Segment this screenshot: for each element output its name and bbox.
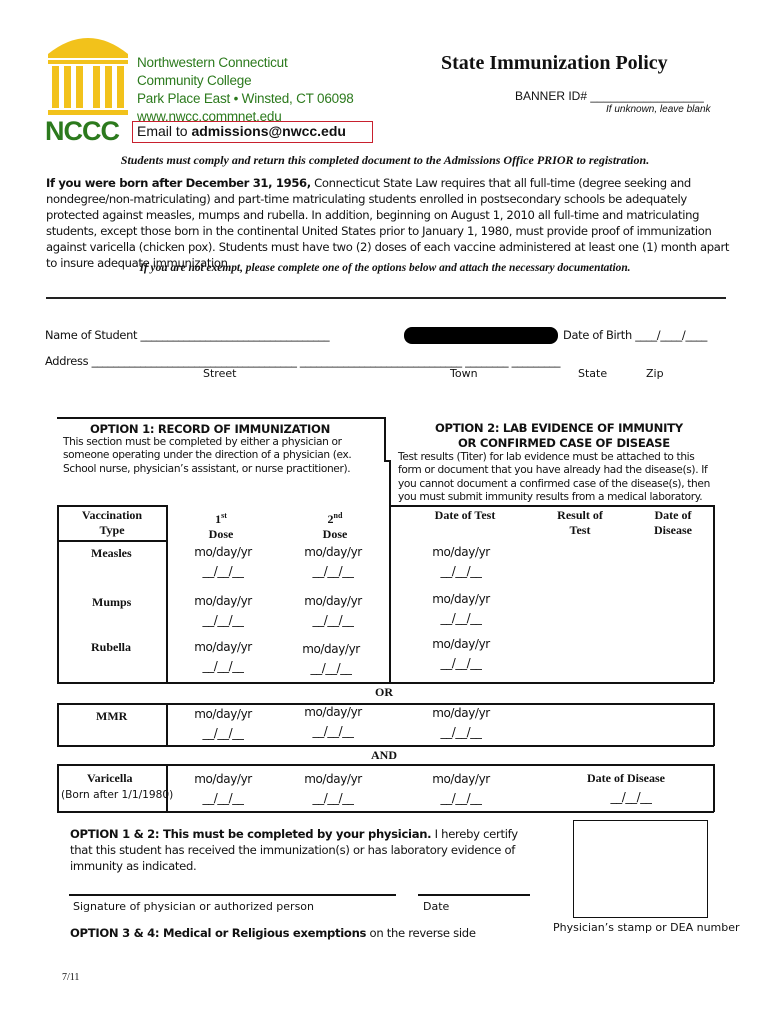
date-blank: __/__/__: [202, 613, 244, 627]
date-placeholder: mo/day/yr: [194, 707, 252, 721]
table-border: [389, 460, 391, 505]
date-placeholder: mo/day/yr: [432, 592, 490, 606]
exempt-note: If you are not exempt, please complete one of the options below and attach the necessary documentation.: [139, 262, 631, 274]
col-first-dose-label: Dose: [208, 527, 234, 541]
mmr-test-date[interactable]: [406, 704, 516, 742]
col-second-dose: [280, 508, 390, 542]
intro-paragraph: [46, 175, 736, 271]
email-address: admissions@nwcc.edu: [191, 123, 346, 139]
table-border: [57, 703, 59, 746]
date-placeholder: mo/day/yr: [194, 545, 252, 559]
date-blank: __/__/__: [310, 661, 352, 675]
college-name-line-1: Northwestern Connecticut: [137, 55, 288, 70]
date-of-birth-field[interactable]: Date of Birth ____/____/____: [563, 328, 708, 342]
date-blank: __/__/__: [312, 724, 354, 738]
option2-title-line-1: OPTION 2: LAB EVIDENCE OF IMMUNITY: [435, 421, 683, 435]
date-blank: __/__/__: [312, 564, 354, 578]
intro-lead: If you were born after December 31, 1956,: [46, 176, 311, 190]
exemptions-note: [70, 926, 476, 940]
mumps-dose1-date[interactable]: [168, 592, 278, 630]
col-vaccination-line-1: Vaccination: [81, 508, 143, 522]
page-title: State Immunization Policy: [441, 52, 668, 74]
physician-certification: [70, 826, 540, 874]
table-border: [57, 682, 714, 684]
college-logo-icon: [44, 28, 132, 116]
date-placeholder: mo/day/yr: [432, 706, 490, 720]
college-name-line-2: Community College: [137, 73, 252, 88]
rubella-dose1-date[interactable]: [168, 638, 278, 676]
email-prefix: Email to: [137, 123, 192, 139]
col-vaccination-type: [58, 508, 166, 538]
option1-title: OPTION 1: RECORD OF IMMUNIZATION: [90, 422, 330, 436]
date-blank: __/__/__: [312, 613, 354, 627]
col-disease-line-1: Date of: [654, 508, 692, 522]
divider: [46, 297, 726, 299]
or-separator: OR: [375, 685, 393, 699]
logo-wordmark: NCCC: [45, 116, 119, 146]
and-separator: AND: [371, 748, 397, 762]
date-blank: __/__/__: [440, 656, 482, 670]
row-label-rubella: Rubella: [91, 640, 132, 654]
col-first-dose-sup: st: [221, 511, 227, 520]
table-border: [713, 703, 715, 746]
row-label-mmr: MMR: [96, 709, 128, 723]
exemptions-body: on the reverse side: [366, 926, 476, 940]
date-blank: __/__/__: [202, 791, 244, 805]
rubella-test-date[interactable]: [406, 635, 516, 673]
table-border: [57, 764, 59, 812]
col-first-dose: [166, 508, 276, 542]
date-placeholder: mo/day/yr: [432, 637, 490, 651]
date-blank: __/__/__: [440, 611, 482, 625]
banner-id-field[interactable]: BANNER ID# _________________: [515, 89, 704, 103]
signature-label: Signature of physician or authorized person: [73, 900, 315, 913]
email-link[interactable]: [132, 121, 373, 143]
option2-description: Test results (Titer) for lab evidence must be attached to this form or document that you have already had the disease(s). If you cannot document a confirmed case of the disease(s), then you must submit immunity results from a medical laboratory.: [398, 451, 710, 504]
row-label-measles: Measles: [91, 546, 132, 560]
option2-title-line-2: OR CONFIRMED CASE OF DISEASE: [458, 436, 670, 450]
varicella-test-date[interactable]: [406, 770, 516, 808]
date-blank: __/__/__: [202, 564, 244, 578]
college-website-link[interactable]: www.nwcc.commnet.edu: [137, 109, 282, 124]
redaction-bar: [404, 327, 558, 344]
date-placeholder: mo/day/yr: [194, 594, 252, 608]
exemptions-lead: OPTION 3 & 4: Medical or Religious exemptions: [70, 926, 367, 940]
date-placeholder: mo/day/yr: [302, 642, 360, 656]
col-second-dose-label: Dose: [322, 527, 348, 541]
date-blank: __/__/__: [440, 725, 482, 739]
date-line[interactable]: [418, 894, 530, 896]
measles-dose2-date[interactable]: [278, 543, 388, 581]
address-field[interactable]: Address ______________________________________ ______________________________ ________ _________: [45, 354, 561, 368]
date-blank: __/__/__: [440, 564, 482, 578]
date-placeholder: mo/day/yr: [304, 705, 362, 719]
table-border: [57, 417, 386, 419]
col-result-of-test: [530, 508, 630, 538]
zip-label: Zip: [646, 367, 664, 380]
measles-dose1-date[interactable]: [168, 543, 278, 581]
col-result-line-2: Test: [569, 523, 591, 537]
rubella-dose2-date[interactable]: [276, 640, 386, 678]
date-blank: __/__/__: [202, 726, 244, 740]
col-first-dose-num: 1: [215, 512, 222, 526]
varicella-birth-note: (Born after 1/1/1980): [61, 789, 174, 801]
date-blank: __/__/__: [202, 659, 244, 673]
date-placeholder: mo/day/yr: [194, 640, 252, 654]
town-label: Town: [450, 367, 478, 380]
stamp-label: Physician’s stamp or DEA number: [553, 921, 740, 934]
physician-stamp-box[interactable]: [573, 820, 708, 918]
intro-body: Connecticut State Law requires that all full-time (degree seeking and nondegree/non-matriculating) and part-time matriculating students enrolled in postsecondary schools be adequately protected against measles, mumps and rubella. In addition, beginning on August 1, 2010 all full-time and matriculating students, except those born in the continental United States prior to January 1, 1980, must provide proof of immunization against varicella (chicken pox). Students must have two (2) doses of each vaccine administered at least one (1) month apart to insure adequate immunization.: [46, 176, 730, 270]
col-date-of-disease: [628, 508, 718, 538]
state-label: State: [578, 367, 608, 380]
compliance-notice: Students must comply and return this completed document to the Admissions Office PRIOR to registration.: [120, 153, 650, 167]
mmr-dose2-date[interactable]: [278, 703, 388, 741]
date-placeholder: mo/day/yr: [304, 545, 362, 559]
col-date-of-test: Date of Test: [434, 508, 496, 522]
date-blank: __/__/__: [440, 791, 482, 805]
table-border: [57, 540, 167, 542]
certification-body: I hereby certify that this student has received the immunization(s) or has laboratory evidence of immunity as indicated.: [70, 827, 518, 873]
table-border: [713, 764, 715, 812]
table-border: [57, 505, 167, 507]
mmr-dose1-date[interactable]: [168, 705, 278, 743]
form-version: 7/11: [62, 972, 80, 983]
varicella-dose1-date[interactable]: [168, 770, 278, 808]
student-name-field[interactable]: Name of Student ___________________________________: [45, 328, 330, 342]
date-placeholder: mo/day/yr: [432, 772, 490, 786]
measles-test-date[interactable]: [406, 543, 516, 581]
date-placeholder: mo/day/yr: [432, 545, 490, 559]
table-border: [57, 745, 714, 747]
mumps-test-date[interactable]: [406, 590, 516, 628]
varicella-disease-date[interactable]: __/__/__: [610, 790, 652, 804]
row-label-mumps: Mumps: [92, 595, 132, 609]
signature-line[interactable]: [69, 894, 396, 896]
banner-id-note: If unknown, leave blank: [606, 104, 711, 115]
table-border: [389, 505, 714, 507]
mumps-dose2-date[interactable]: [278, 592, 388, 630]
col-second-dose-sup: nd: [333, 511, 343, 520]
street-label: Street: [203, 367, 237, 380]
date-blank: __/__/__: [312, 791, 354, 805]
date-placeholder: mo/day/yr: [304, 772, 362, 786]
varicella-dose2-date[interactable]: [278, 770, 388, 808]
row-label-varicella: Varicella: [87, 771, 133, 785]
certification-lead: OPTION 1 & 2: This must be completed by your physician.: [70, 827, 432, 841]
table-border: [57, 811, 714, 813]
col-result-line-1: Result of: [557, 508, 603, 522]
table-border: [57, 764, 714, 766]
college-address: Park Place East • Winsted, CT 06098: [137, 91, 354, 106]
col-disease-line-2: Disease: [654, 523, 692, 537]
col-vaccination-line-2: Type: [99, 523, 125, 537]
date-label: Date: [423, 900, 450, 913]
date-placeholder: mo/day/yr: [194, 772, 252, 786]
col-second-dose-num: 2: [327, 512, 334, 526]
date-placeholder: mo/day/yr: [304, 594, 362, 608]
option1-description: This section must be completed by either a physician or someone operating under the direction of a physician (ex. School nurse, physician’s assistant, or nurse practitioner).: [63, 436, 352, 475]
date-of-disease-label: Date of Disease: [587, 771, 665, 785]
